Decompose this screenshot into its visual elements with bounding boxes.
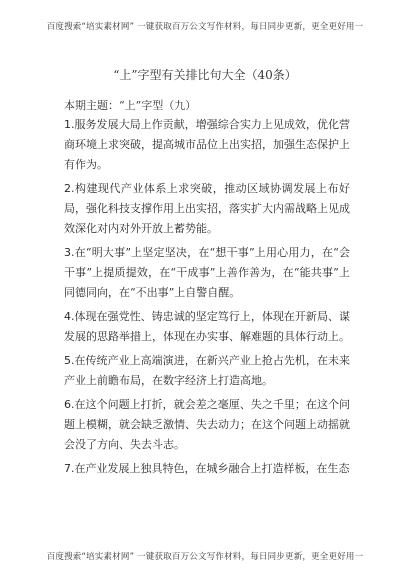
paragraph-4: [64, 307, 350, 347]
paragraph-text: .在产业发展上独具特色，在城乡融合上打造样板，在生态: [71, 462, 350, 475]
top-banner: 百度搜索“培实素材网” 一键获取百万公文写作材料，每日同步更新，更全更好用一: [46, 22, 364, 32]
bottom-banner: 百度搜索“培实素材网” 一键获取百万公文写作材料，每日同步更新，更全更好用一: [46, 552, 364, 562]
paragraph-text: .服务发展大局上作贡献，增强综合实力上见成效，优化营商环境上求突破，提高城市品位上出实招，加强生态保护上有作为。: [64, 118, 350, 171]
paragraph-number: 4: [64, 310, 71, 323]
paragraph-text: .在“明大事”上坚定坚决，在“想干事”上用心用力，在“会干事”上提质提效，在“干成事”上善作善为，在“能共事”上同德同向，在“不出事”上自警自醒。: [64, 246, 350, 299]
paragraph-1: [64, 115, 350, 175]
paragraph-number: 7: [64, 462, 71, 475]
paragraph-text: .在这个问题上打折，就会差之毫厘、失之千里；在这个问题上模糊，就会缺乏激情、失去动力；在这个问题上动摇就会没了方向、失去斗志。: [64, 398, 350, 451]
paragraph-text: .体现在强党性、铸忠诚的坚定笃行上，体现在开新局、谋发展的思路举措上，体现在办实事、解难题的具体行动上。: [64, 310, 350, 343]
document-title: “上”字型有关排比句大全（40条）: [113, 68, 297, 82]
document-body: [64, 115, 350, 483]
paragraph-2: [64, 179, 350, 239]
paragraph-3: [64, 243, 350, 303]
paragraph-number: 1: [64, 118, 71, 131]
paragraph-text: .在传统产业上高端演进，在新兴产业上抢占先机，在未来产业上前瞻布局，在数字经济上打造高地。: [64, 354, 350, 387]
paragraph-number: 2: [64, 182, 71, 195]
paragraph-number: 5: [64, 354, 71, 367]
paragraph-number: 6: [64, 398, 71, 411]
topic-line: 本期主题：“上”字型（九）: [64, 99, 197, 112]
paragraph-text: .构建现代产业体系上求突破，推动区域协调发展上布好局，强化科技支撑作用上出实招，落实扩大内需战略上见成效深化对内对外开放上蓄势能。: [64, 182, 350, 235]
paragraph-7: [64, 459, 350, 479]
paragraph-5: [64, 351, 350, 391]
paragraph-6: [64, 395, 350, 455]
paragraph-number: 3: [64, 246, 71, 259]
